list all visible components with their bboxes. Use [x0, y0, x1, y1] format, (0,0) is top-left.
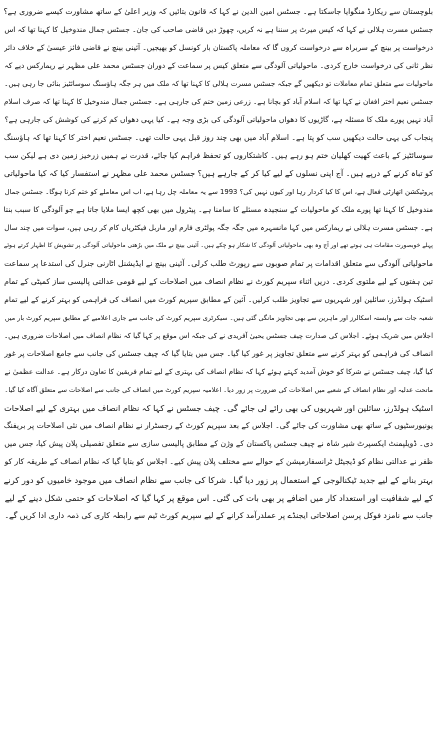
article-line: بہتر بنانے کے لیے جدید ٹیکنالوجی کے استعمال پر زور دیا گیا۔ شرکا کی جانب سے نظام انصاف میں موجود خامیوں کو دور کرنے: [4, 475, 433, 485]
article-line: پہلے خوبصورت مقامات ہی ہوتے تھے اور آج وہ بھی ماحولیاتی آلودگی کا شکار ہو چکے ہیں۔ آئینی بینچ نے ملک میں بڑھتی ماحولیاتی آلودگی پر تشویش کا اظہار کرتے ہوئے: [4, 242, 433, 249]
article-line: سوسائٹیز کے باعث کھیت کھلیان ختم ہو رہے ہیں۔ کاشتکاروں کو تحفظ فراہم کیا جائے، قدرت نے ہمیں زرخیز زمین دی ہے لیکن سب: [4, 151, 433, 160]
article-line: جسٹس مسرت ہلالی نے کہا کہ کیس میرٹ پر سننا ہے نہ کریں، چھوڑ دیں قاضی صاحب کی جان۔ جسٹس جمال مندوخیل کا کہنا تھا کہ اس: [4, 25, 433, 34]
article-line: انصاف کی فراہمی کو بہتر کرنے سے متعلق تجاویز پر غور کیا گیا۔ جس میں بتایا گیا کہ چیف جسٹس کی جانب سے جامع اصلاحات پر غور: [4, 349, 433, 358]
article-line: درخواست پر بینچ کے سربراہ سے درخواست کروں گا کہ معاملہ پاکستان بار کونسل کو بھیجیں۔ آئینی بینچ نے قاضی فائز عیسیٰ کے خلاف دائر: [4, 43, 433, 52]
article-line: پروٹیکشن اتھارٹی فعال ہے، اس کا کیا کردار رہا اور کیوں نہیں کی؟ 1993 سے یہ معاملہ چل رہا ہے، اب اس معاملے کو ختم کرنا ہوگا۔ جسٹس جمال: [4, 188, 433, 196]
article-line: اجلاس میں شریک ہوئے۔ اجلاس کی صدارت چیف جسٹس یحییٰ آفریدی نے کی جبکہ اس موقع پر کہا گیا کہ نظام انصاف میں اصلاحات ضروری ہیں۔: [4, 332, 433, 340]
article-line: اسٹیک ہولڈرز، سائلین اور شہریوں سے تجاویز طلب کرلیں۔ آئین کے مطابق سپریم کورٹ میں انصاف کی فراہمی کو بہتر کرنے کے لیے تمام: [4, 295, 433, 304]
article-line: ماتحت عدلیہ اور نظام انصاف کے شعبے میں اصلاحات کی ضرورت پر زور دیا۔ اعلامیہ سپریم کورٹ میں انصاف کی جانب سے اصلاحات سے متعلق آگاہ کیا گیا۔: [4, 386, 433, 394]
article-body: [4, 3, 433, 525]
article-line: یونیورسٹیوں کے ساتھ بھی مشاورت کی جائے گی۔ اجلاس کے بعد سپریم کورٹ کے رجسٹرار نے نظام انصاف میں نئی اصلاحات پر بریفنگ: [4, 421, 433, 430]
article-line: اسٹیک ہولڈرز، سائلین اور شہریوں کی بھی رائے لی جائے گی۔ چیف جسٹس نے کہا کہ نظام انصاف میں بہتری کے لیے اصلاحات: [4, 403, 433, 413]
article-line: ظفر نے عدالتی نظام کو ڈیجیٹل ٹرانسفارمیشن کے حوالے سے مختلف پلان پیش کیے۔ اجلاس کو بتایا گیا کہ نظام انصاف کے طریقہ کار کو: [4, 457, 433, 466]
article-line: مندوخیل کا کہنا تھا پورے ملک کو ماحولیات کے سنجیدہ مسئلے کا سامنا ہے۔ پیٹرول میں بھی کچھ ایسا ملایا جاتا ہے جو آلودگی کا سبب بنتا: [4, 205, 433, 214]
article-line: جانب سے نامزد فوکل پرسن اصلاحاتی ایجنڈے پر عملدرآمد کرانے کے لیے سپریم کورٹ ٹیم سے رابطہ کاری کی ذمہ داری ادا کریں گے۔: [4, 511, 433, 520]
article-line: نظر ثانی کی درخواست خارج کردی۔ ماحولیاتی آلودگی سے متعلق کیس پر سماعت کے دوران جسٹس محمد علی مظہر نے ریمارکس دیے کہ: [4, 61, 433, 70]
article-line: ماحولیات سے متعلق تمام معاملات تو دیکھیں گے جبکہ جسٹس مسرت ہلالی کا کہنا تھا کہ ملک میں ہر جگہ ہاؤسنگ سوسائٹیز بنائی جا رہی ہیں۔: [4, 79, 433, 88]
article-line: ہے۔ جسٹس مسرت ہلالی نے ریمارکس میں کہا مانسہرہ میں جگہ جگہ پولٹری فارم اور ماربل فیکٹریاں کام کر رہی ہیں، سوات میں چند سال: [4, 223, 433, 232]
article-line: دی۔ ڈویلپمنٹ ایکسپرٹ شیر شاہ نے چیف جسٹس پاکستان کے وژن کے مطابق پالیسی سازی سے متعلق تفصیلی پلان پیش کیا، جس میں: [4, 439, 433, 448]
article-line: تین ہفتوں کے لیے ملتوی کردی۔ دریں اثناء سپریم کورٹ نے نظام انصاف میں اصلاحات کے لیے قومی عدالتی پالیسی ساز کمیٹی کے تمام: [4, 277, 433, 286]
article-line: ماحولیاتی آلودگی سے متعلق اقدامات پر تمام صوبوں سے رپورٹ طلب کرلی۔ آئینی بینچ نے ایڈیشنل اٹارنی جنرل کی استدعا پر سماعت: [4, 259, 433, 268]
article-line: جسٹس نعیم اختر افغان نے کہا تھا کہ اسلام آباد کو بچانا ہے۔ زرعی زمین ختم کی جارہی ہے۔ جسٹس جمال مندوخیل کا کہنا تھا کہ صرف اسلام: [4, 97, 433, 106]
article-line: بلوچستان سے ریکارڈ منگوایا جاسکتا ہے۔ جسٹس امین الدین نے کہا کہ قانون بتائیں کہ وزیر اعلیٰ کے ساتھ مشاورت کیسے ضروری ہے؟: [4, 7, 433, 16]
article-line: کیا گیا، چیف جسٹس نے شرکا کو خوش آمدید کہتے ہوئے کہا کہ نظام انصاف کی بہتری کے لیے تمام فریقین کا تعاون درکار ہے۔ عدالت عظمیٰ نے: [4, 367, 433, 376]
article-line: پنجاب کی یہی حالت دیکھیں سب کو پتا ہے۔ اسلام آباد میں بھی چند روز قبل یہی حالت تھی۔ جسٹس نعیم اختر کا کہنا تھا کہ ہاؤسنگ: [4, 133, 433, 142]
article-line: کو تباہ کرنے کے درپے ہیں۔ آج اپنی نسلوں کے لیے کیا کر کے جارہے ہیں؟ جسٹس محمد علی مظہر نے استفسار کیا کہ کیا ماحولیاتی: [4, 169, 433, 178]
article-line: شعبہ جات سے وابستہ اسکالرز اور ماہرین سے بھی تجاویز مانگی گئی ہیں۔ سیکرٹری سپریم کورٹ کی جانب سے جاری اعلامیے کے مطابق سپریم کورٹ بار میں: [4, 314, 433, 322]
article-line: آباد نہیں پورے ملک کا مسئلہ ہے، گاڑیوں کا دھواں ماحولیاتی آلودگی کی بڑی وجہ ہے۔ کیا یہی دھواں کم کرنے کی کوشش کی جارہی ہے؟: [4, 115, 433, 124]
article-line: کے لیے شفافیت اور استعداد کار میں اضافے پر بھی بات کی گئی۔ اس موقع پر کہا گیا کہ اصلاحات کو حتمی شکل دینے کے لیے: [4, 493, 433, 503]
